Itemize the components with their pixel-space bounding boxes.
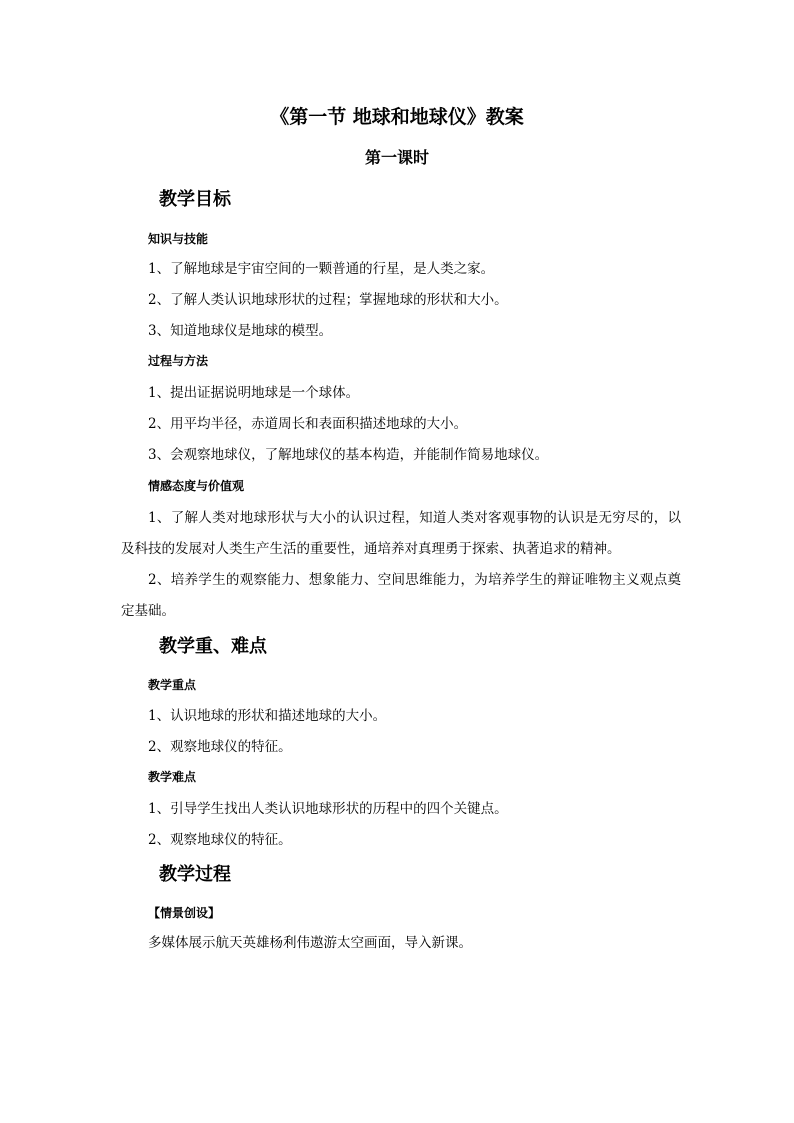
emotion-paragraph-1: 1、了解人类对地球形状与大小的认识过程，知道人类对客观事物的认识是无穷尽的，以及科技的发展对人类生产生活的重要性，通培养对真理勇于探索、执著追求的精神。 (121, 510, 681, 557)
section-heading-key-points: 教学重、难点 (159, 636, 267, 657)
subheading-emotion: 情感态度与价值观 (148, 479, 245, 493)
subheading-important: 教学重点 (148, 678, 197, 692)
difficult-item-1: 1、引导学生找出人类认识地球形状的历程中的四个关键点。 (148, 801, 508, 817)
knowledge-item-1: 1、了解地球是宇宙空间的一颗普通的行星，是人类之家。 (148, 261, 495, 277)
process-item-1: 1、提出证据说明地球是一个球体。 (148, 385, 360, 401)
process-item-3: 3、会观察地球仪，了解地球仪的基本构造，并能制作简易地球仪。 (148, 447, 549, 463)
knowledge-item-3: 3、知道地球仪是地球的模型。 (148, 323, 333, 339)
document-subtitle: 第一课时 (364, 148, 429, 167)
document-title: 《第一节 地球和地球仪》教案 (270, 106, 524, 128)
section-heading-goals: 教学目标 (159, 189, 231, 210)
subheading-process: 过程与方法 (148, 354, 209, 368)
difficult-item-2: 2、观察地球仪的特征。 (148, 832, 292, 848)
scene-text: 多媒体展示航天英雄杨利伟遨游太空画面，导入新课。 (148, 935, 472, 951)
process-item-2: 2、用平均半径，赤道周长和表面积描述地球的大小。 (148, 416, 468, 432)
knowledge-item-2: 2、了解人类认识地球形状的过程；掌握地球的形状和大小。 (148, 292, 508, 308)
emotion-paragraph-2: 2、培养学生的观察能力、想象能力、空间思维能力，为培养学生的辩证唯物主义观点奠定基础。 (121, 572, 681, 619)
section-heading-process: 教学过程 (159, 864, 231, 885)
subheading-difficult: 教学难点 (148, 770, 197, 784)
subheading-scene: 【情景创设】 (148, 906, 221, 920)
subheading-knowledge: 知识与技能 (148, 232, 209, 246)
important-item-2: 2、观察地球仪的特征。 (148, 739, 292, 755)
important-item-1: 1、认识地球的形状和描述地球的大小。 (148, 708, 387, 724)
